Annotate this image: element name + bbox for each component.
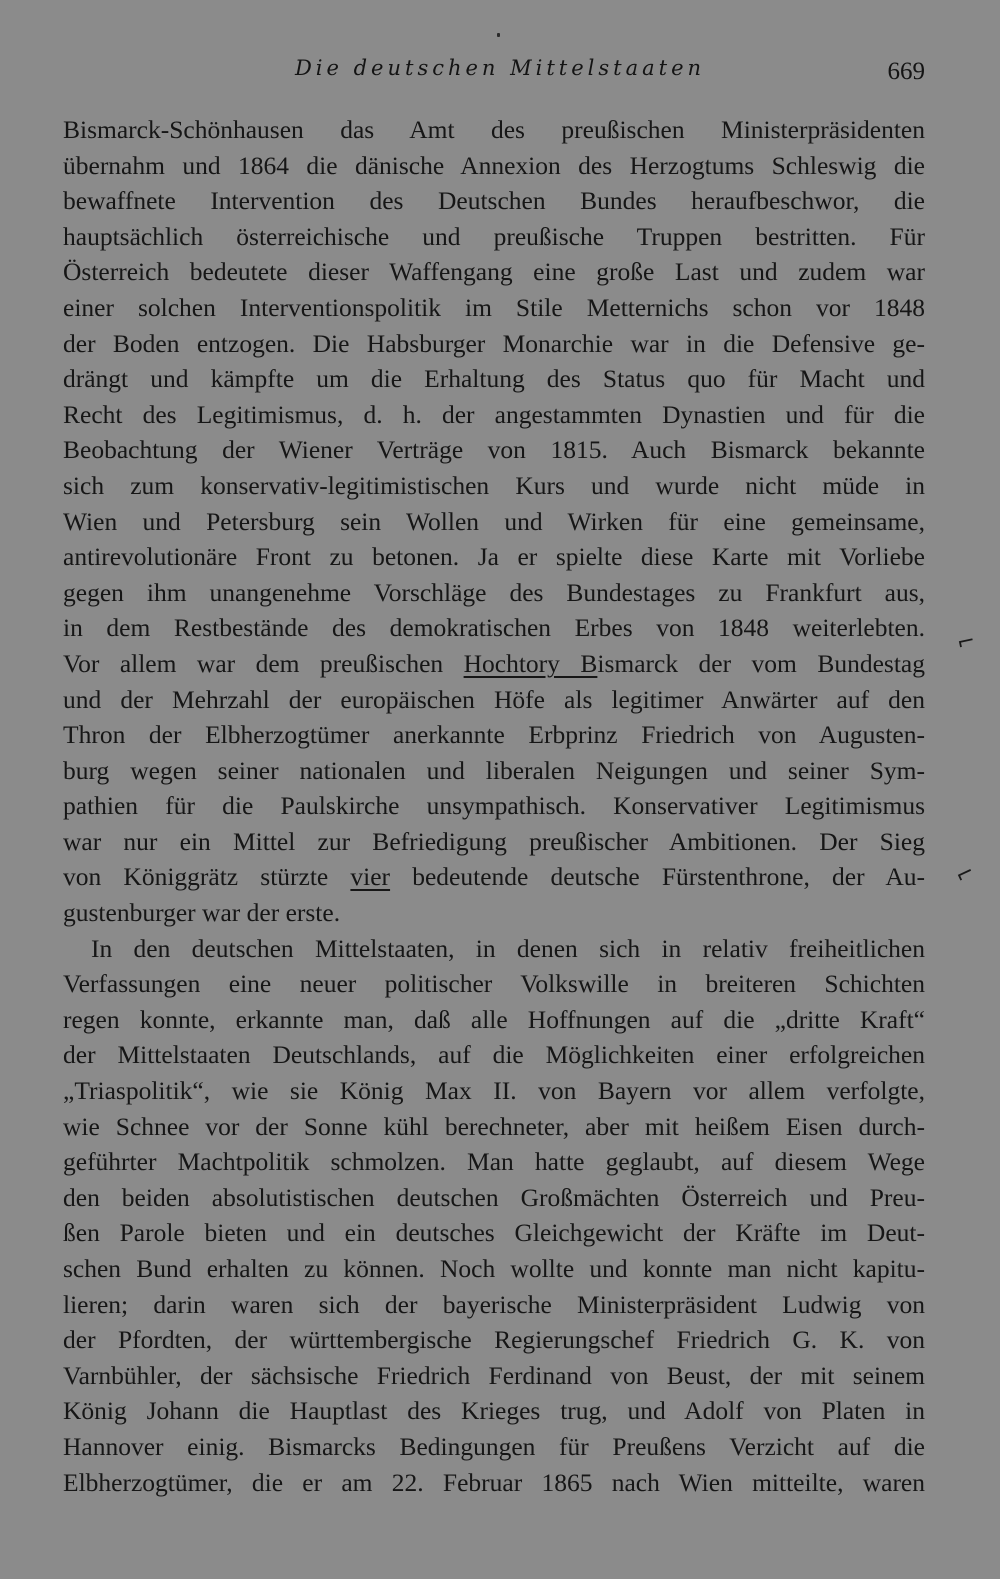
text-line: den beiden absolutistischen deutschen Großmächten Österreich und Preu- xyxy=(63,1182,925,1212)
page-number: 669 xyxy=(887,58,925,85)
paragraph-2 xyxy=(63,931,925,1501)
text-line: Bismarck-Schönhausen das Amt des preußischen Ministerpräsidenten xyxy=(63,115,925,144)
text-line: „Triaspolitik“, wie sie König Max II. von Bayern vor allem verfolgte, xyxy=(63,1076,925,1106)
text-line: bewaffnete Intervention des Deutschen Bundes heraufbeschwor, die xyxy=(63,186,925,216)
text-line: gustenburger war der erste. xyxy=(63,898,341,928)
text-segment: ismarck der vom Bundestag xyxy=(597,648,925,678)
text-line: gegen ihm unangenehme Vorschläge des Bundestages zu Frankfurt aus, xyxy=(63,577,925,607)
text-line: lieren; darin waren sich der bayerische Ministerpräsident Ludwig von xyxy=(63,1289,925,1319)
text-line: der Boden entzogen. Die Habsburger Monarchie war in die Defensive ge- xyxy=(63,328,925,358)
underlined-annotation: Hochtory B xyxy=(463,648,598,678)
paragraph-1 xyxy=(63,112,925,931)
underlined-annotation: vier xyxy=(350,862,391,892)
text-line: der Pfordten, der württembergische Regierungschef Friedrich G. K. von xyxy=(63,1325,925,1355)
text-segment: Vor allem war dem preußischen xyxy=(63,648,464,678)
text-line: in dem Restbestände des demokratischen Erbes von 1848 weiterlebten. xyxy=(63,613,925,643)
text-line: antirevolutionäre Front zu betonen. Ja er spielte diese Karte mit Vorliebe xyxy=(63,542,925,572)
text-segment: bedeutende deutsche Fürstenthrone, der Au- xyxy=(390,862,925,892)
text-line: geführter Machtpolitik schmolzen. Man hatte geglaubt, auf diesem Wege xyxy=(63,1147,925,1177)
text-line-with-underline xyxy=(63,646,925,682)
text-line: Österreich bedeutete dieser Waffengang eine große Last und zudem war xyxy=(63,257,925,287)
text-line: übernahm und 1864 die dänische Annexion des Herzogtums Schleswig die xyxy=(63,150,925,180)
text-line: Elbherzogtümer, die er am 22. Februar 1865 nach Wien mitteilte, waren xyxy=(63,1467,925,1497)
text-line: regen konnte, erkannte man, daß alle Hoffnungen auf die „dritte Kraft“ xyxy=(63,1004,925,1034)
running-header-title: Die deutschen Mittelstaaten xyxy=(294,56,706,80)
text-line: ßen Parole bieten und ein deutsches Gleichgewicht der Kräfte im Deut- xyxy=(63,1218,925,1248)
text-line: Varnbühler, der sächsische Friedrich Ferdinand von Beust, der mit seinem xyxy=(63,1360,925,1390)
text-line: der Mittelstaaten Deutschlands, auf die Möglichkeiten einer erfolgreichen xyxy=(63,1040,925,1070)
text-line-with-underline xyxy=(63,859,925,895)
text-line: Recht des Legitimismus, d. h. der angestammten Dynastien und für die xyxy=(63,399,925,429)
text-segment: von Königgrätz stürzte xyxy=(63,862,351,892)
text-line: Thron der Elbherzogtümer anerkannte Erbprinz Friedrich von Augusten- xyxy=(63,720,925,750)
margin-annotation-mark: ⌐ xyxy=(951,859,979,890)
margin-annotation-mark: ⌐ xyxy=(954,628,978,657)
text-line: Hannover einig. Bismarcks Bedingungen für Preußens Verzicht auf die xyxy=(63,1431,925,1461)
text-line: burg wegen seiner nationalen und liberalen Neigungen und seiner Sym- xyxy=(63,755,925,785)
text-line: Verfassungen eine neuer politischer Volkswille in breiteren Schichten xyxy=(63,969,925,999)
text-line: war nur ein Mittel zur Befriedigung preußischer Ambitionen. Der Sieg xyxy=(63,826,925,856)
text-line: und der Mehrzahl der europäischen Höfe als legitimer Anwärter auf den xyxy=(63,684,925,714)
text-line: Beobachtung der Wiener Verträge von 1815. Auch Bismarck bekannte xyxy=(63,435,925,465)
text-line: schen Bund erhalten zu können. Noch wollte und konnte man nicht kapitu- xyxy=(63,1254,925,1283)
text-line: König Johann die Hauptlast des Krieges trug, und Adolf von Platen in xyxy=(63,1396,925,1426)
text-line: einer solchen Interventionspolitik im Stile Metternichs schon vor 1848 xyxy=(63,292,925,322)
text-line: Wien und Petersburg sein Wollen und Wirken für eine gemeinsame, xyxy=(63,506,925,536)
text-line: wie Schnee vor der Sonne kühl berechneter, aber mit heißem Eisen durch- xyxy=(63,1111,925,1141)
paper-speck xyxy=(497,33,500,37)
text-line: In den deutschen Mittelstaaten, in denen sich in relativ freiheitlichen xyxy=(91,933,925,963)
body-text xyxy=(63,112,925,1500)
text-line: drängt und kämpfte um die Erhaltung des Status quo für Macht und xyxy=(63,364,925,394)
text-line: hauptsächlich österreichische und preußische Truppen bestritten. Für xyxy=(63,221,925,251)
text-line: sich zum konservativ-legitimistischen Kurs und wurde nicht müde in xyxy=(63,470,925,500)
text-line: pathien für die Paulskirche unsympathisch. Konservativer Legitimismus xyxy=(63,791,925,821)
